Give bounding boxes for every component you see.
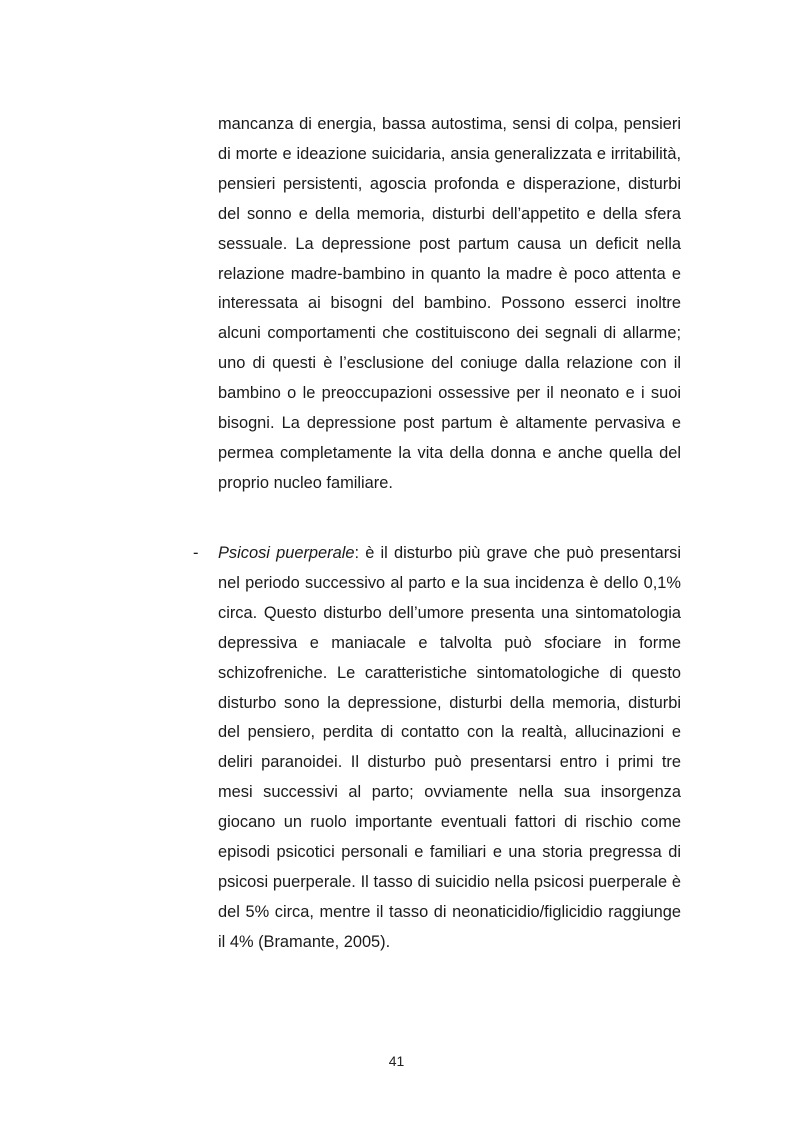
continued-paragraph: mancanza di energia, bassa autostima, sensi di colpa, pensieri di morte e ideazione suicidaria, ansia generalizzata e irritabilità, pensieri persistenti, agoscia profonda e disperazione, disturbi del sonno e della memoria, disturbi dell’appetito e della sfera sessuale. La depressione post partum causa un deficit nella relazione madre-bambino in quanto la madre è poco attenta e interessata ai bisogni del bambino. Possono esserci inoltre alcuni comportamenti che costituiscono dei segnali di allarme; uno di questi è l’esclusione del coniuge dalla relazione con il bambino o le preoccupazioni ossessive per il neonato e i suoi bisogni. La depressione post partum è altamente pervasiva e permea completamente la vita della donna e anche quella del proprio nucleo familiare. [218,115,681,492]
list-bullet: - [193,544,199,562]
list-item-term: Psicosi puerperale [218,544,355,562]
list-item-body [218,539,681,958]
list-item-text: : è il disturbo più grave che può presentarsi nel periodo successivo al parto e la sua incidenza è dello 0,1% circa. Questo disturbo dell’umore presenta una sintomatologia depressiva e maniacale e talvolta può sfociare in forme schizofreniche. Le caratteristiche sintomatologiche di questo disturbo sono la depressione, disturbi della memoria, disturbi del pensiero, perdita di contatto con la realtà, allucinazioni e deliri paranoidei. Il disturbo può presentarsi entro i primi tre mesi successivi al parto; ovviamente nella sua insorgenza giocano un ruolo importante eventuali fattori di rischio come episodi psicotici personali e familiari e una storia pregressa di psicosi puerperale. Il tasso di suicidio nella psicosi puerperale è del 5% circa, mentre il tasso di neonaticidio/figlicidio raggiunge il 4% (Bramante, 2005). [218,544,681,951]
page-number: 41 [388,1053,405,1069]
